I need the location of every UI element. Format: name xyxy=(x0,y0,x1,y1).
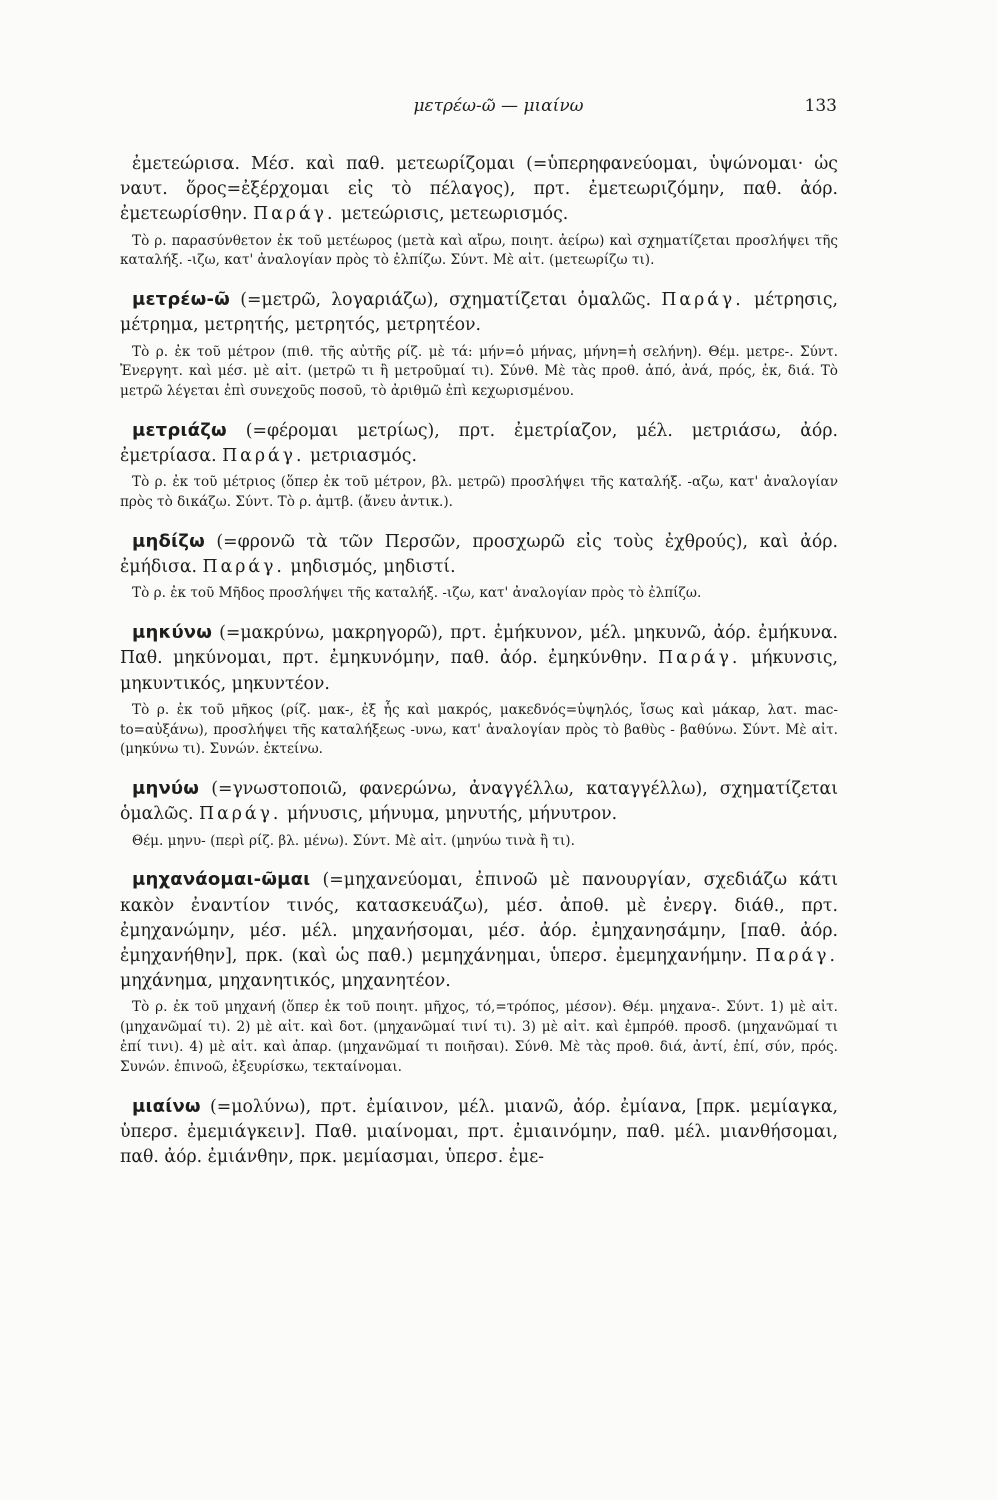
entry-note: Τὸ ρ. ἐκ τοῦ Μῆδος προσλήψει τῆς καταλήξ. -ιζω, κατ' ἀναλογίαν πρὸς τὸ ἐλπίζω. xyxy=(132,585,702,602)
dictionary-entry xyxy=(120,152,838,271)
entry-lemma: μιαίνω xyxy=(132,1095,201,1117)
parag-forms: μέτρησις, μέτρημα, μετρητής, μετρητός, μετρητέον. xyxy=(120,290,838,336)
parag-label: Παράγ. xyxy=(755,946,838,967)
parag-label: Παράγ. xyxy=(202,557,285,578)
dictionary-entry xyxy=(120,287,838,402)
entry-note: Τὸ ρ. ἐκ τοῦ μέτριος (ὅπερ ἐκ τοῦ μέτρον, βλ. μετρῶ) προσλήψει τῆς καταλήξ. -αζω, κατ' ἀναλογίαν πρὸς τὸ δικάζω. Σύντ. Τὸ ρ. ἀμτβ. (ἄνευ ἀντικ.). xyxy=(120,474,838,511)
dictionary-entry xyxy=(120,529,838,604)
parag-label: Παράγ. xyxy=(658,648,741,669)
entry-text: ἐμετεώρισα. Μέσ. καὶ παθ. μετεωρίζομαι (=ὑπερηφανεύομαι, ὑψώνομαι· ὡς ναυτ. ὅρος=ἐξέρχομαι εἰς τὸ πέλαγος), πρτ. ἐμετεωριζόμην, παθ. ἀόρ. ἐμετεωρίσθην. xyxy=(120,154,838,225)
entry-lemma: μηχανάομαι-ῶμαι xyxy=(132,869,311,891)
running-head: μετρέω-ῶ — μιαίνω xyxy=(413,96,584,116)
dictionary-entry xyxy=(120,776,838,851)
entry-body xyxy=(120,529,838,580)
entry-text: (=μηχανεύομαι, ἐπινοῶ μὲ πανουργίαν, σχεδιάζω κάτι κακὸν ἐναντίον τινός, κατασκευάζω), μέσ. ἀποθ. μὲ ἐνεργ. διάθ., πρτ. ἐμηχανώμην, μέσ. μέλ. μηχανήσομαι, μέσ. ἀόρ. ἐμηχανησάμην, [παθ. ἀόρ. ἐμηχανήθην], πρκ. (καὶ ὡς παθ.) μεμηχάνημαι, ὑπερσ. ἐμεμηχανήμην. xyxy=(120,870,838,967)
entry-body xyxy=(120,867,838,994)
entry-note: Τὸ ρ. παρασύνθετον ἐκ τοῦ μετέωρος (μετὰ καὶ αἴρω, ποιητ. ἀείρω) καὶ σχηματίζεται προσλήψει τῆς καταλήξ. -ιζω, κατ' ἀναλογίαν πρὸς τὸ ἐλπίζω. Σύντ. Μὲ αἰτ. (μετεωρίζω τι). xyxy=(120,232,838,269)
page-number: 133 xyxy=(804,96,837,116)
entry-lemma: μηδίζω xyxy=(132,531,205,552)
entry-body xyxy=(120,287,838,338)
entry-text: (=φέρομαι μετρίως), πρτ. ἐμετρίαζον, μέλ. μετριάσω, ἀόρ. ἐμετρίασα. xyxy=(120,421,838,467)
dictionary-entry xyxy=(120,1094,838,1171)
entry-text: (=μολύνω), πρτ. ἐμίαινον, μέλ. μιανῶ, ἀόρ. ἐμίανα, [πρκ. μεμίαγκα, ὑπερσ. ἐμεμιάγκειν]. Παθ. μιαίνομαι, πρτ. ἐμιαινόμην, παθ. μέλ. μιανθήσομαι, παθ. ἀόρ. ἐμιάνθην, πρκ. μεμίασμαι, ὑπερσ. ἐμε- xyxy=(120,1096,838,1168)
entry-lemma: μετριάζω xyxy=(132,420,227,441)
parag-label: Παράγ. xyxy=(222,446,305,467)
entry-lemma: μηκύνω xyxy=(132,622,213,644)
entry-body xyxy=(120,152,838,228)
entry-body xyxy=(120,1094,838,1171)
parag-forms: μηδισμός, μηδιστί. xyxy=(290,557,456,578)
entry-note: Τὸ ρ. ἐκ τοῦ μηχανή (ὅπερ ἐκ τοῦ ποιητ. μῆχος, τό,=τρόπος, μέσον). Θέμ. μηχανα-. Σύντ. 1) μὲ αἰτ. (μηχανῶμαί τι). 2) μὲ αἰτ. καὶ δοτ. (μηχανῶμαί τινί τι). 3) μὲ αἰτ. καὶ ἐμπρόθ. προσδ. (μηχανῶμαί τι ἐπί τινι). 4) μὲ αἰτ. καὶ ἀπαρ. (μηχανῶμαί τι ποιῆσαι). Σύνθ. Μὲ τὰς προθ. διά, ἀντί, ἐπί, σύν, πρός. Συνών. ἐπινοῶ, ἐξευρίσκω, τεκταίνομαι. xyxy=(120,999,838,1075)
parag-forms: μήκυνσις, μηκυντικός, μηκυντέον. xyxy=(120,648,839,694)
parag-label: Παράγ. xyxy=(253,204,336,225)
parag-label: Παράγ. xyxy=(199,804,282,825)
dictionary-entry xyxy=(120,418,838,513)
entry-note: Θέμ. μηνυ- (περὶ ρίζ. βλ. μένω). Σύντ. Μὲ αἰτ. (μηνύω τινὰ ἢ τι). xyxy=(132,832,575,849)
entry-text: (=φρονῶ τὰ τῶν Περσῶν, προσχωρῶ εἰς τοὺς ἐχθρούς), καὶ ἀόρ. ἐμήδισα. xyxy=(120,532,838,578)
parag-label: Παράγ. xyxy=(661,290,744,311)
entry-text: (=μετρῶ, λογαριάζω), σχηματίζεται ὁμαλῶς. xyxy=(230,290,652,311)
entry-note: Τὸ ρ. ἐκ τοῦ μέτρον (πιθ. τῆς αὐτῆς ρίζ. μὲ τά: μήν=ὁ μήνας, μήνη=ἡ σελήνη). Θέμ. μετρε-. Σύντ. Ἐνεργητ. καὶ μέσ. μὲ αἰτ. (μετρῶ τι ἢ μετροῦμαί τι). Σύνθ. Μὲ τὰς προθ. ἀπό, ἀνά, πρός, ἐκ, διά. Τὸ μετρῶ λέγεται ἐπὶ συνεχοῦς ποσοῦ, τὸ ἀριθμῶ ἐπὶ κεχωρισμένου. xyxy=(120,343,838,400)
parag-forms: μετριασμός. xyxy=(310,446,417,467)
entry-body xyxy=(120,776,838,827)
entry-lemma: μετρέω-ῶ xyxy=(132,289,231,311)
parag-forms: μηχάνημα, μηχανητικός, μηχανητέον. xyxy=(120,971,451,992)
parag-forms: μετεώρισις, μετεωρισμός. xyxy=(340,204,569,225)
entry-text: (=μακρύνω, μακρηγορῶ), πρτ. ἐμήκυνον, μέλ. μηκυνῶ, ἀόρ. ἐμήκυνα. Παθ. μηκύνομαι, πρτ. ἐμηκυνόμην, παθ. ἀόρ. ἐμηκύνθην. xyxy=(120,623,838,669)
entry-text: (=γνωστοποιῶ, φανερώνω, ἀναγγέλλω, καταγγέλλω), σχηματίζεται ὁμαλῶς. xyxy=(120,779,838,825)
entry-lemma: μηνύω xyxy=(132,778,200,800)
parag-forms: μήνυσις, μήνυμα, μηνυτής, μήνυτρον. xyxy=(286,804,618,825)
dictionary-entry xyxy=(120,867,838,1077)
page-content xyxy=(120,152,838,1186)
page-header xyxy=(0,96,997,122)
entry-note: Τὸ ρ. ἐκ τοῦ μῆκος (ρίζ. μακ-, ἐξ ἧς καὶ μακρός, μακεδνός=ὑψηλός, ἴσως καὶ μάκαρ, λατ. mac-to=αὐξάνω), προσλήψει τῆς καταλήξεως -υνω, κατ' ἀναλογίαν πρὸς τὸ βαθὺς - βαθύνω. Σύντ. Μὲ αἰτ. (μηκύνω τι). Συνών. ἐκτείνω. xyxy=(120,701,838,758)
entry-body xyxy=(120,620,838,697)
dictionary-entry xyxy=(120,620,838,760)
entry-body xyxy=(120,418,838,469)
